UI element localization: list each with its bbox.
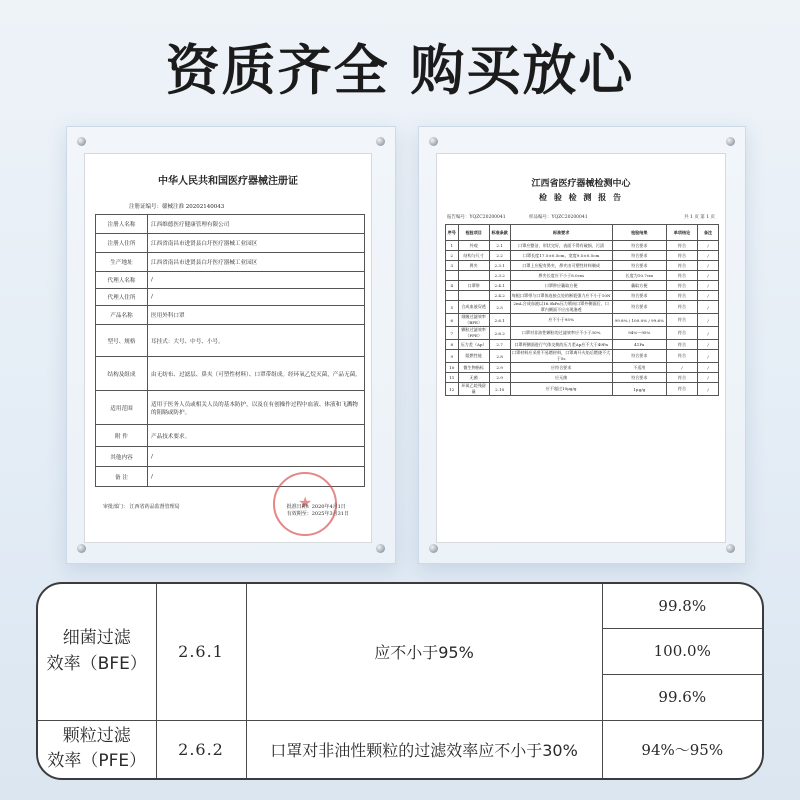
table-row: 结构及组成 由无纺布、过滤层、鼻夹（可塑性材料）、口罩带组成。经环氧乙烷灭菌，产品无菌。 [96,357,365,391]
page-count: 共 1 页 第 1 页 [684,215,715,220]
report-cell-item [458,291,489,301]
report-paper [436,153,726,543]
report-title: 江西省医疗器械检测中心 [531,179,631,189]
table-row [446,350,719,363]
report-cell-concl: 符合 [666,383,697,396]
report-cell-item: 无菌 [458,373,489,383]
table-row: 生产地址 江西省南昌市进贤县白圩医疗器械工业园区 [96,253,365,272]
report-cell-item: 细菌过滤效率（BFE） [458,314,489,327]
report-cell-req: 口罩对非油性颗粒的过滤效率应不小于30% [510,327,612,340]
report-cell-req: 每根口罩带与口罩体连接点处的断裂强力应不小于10N [510,291,612,301]
table-row: 产品名称 医用外科口罩 [96,306,365,325]
table-row: 备 注 / [96,467,365,487]
bfe-value-2: 100.0% [602,629,762,675]
report-cell-note: / [698,363,719,373]
report-cell-note: / [698,271,719,281]
table-row: 注册人住所 江西省南昌市进贤县白圩医疗器械工业园区 [96,234,365,253]
report-cell-note: / [698,350,719,363]
report-cell-no [446,291,459,301]
report-cell-item: 结构与尺寸 [458,251,489,261]
table-row: 其他内容 / [96,447,365,467]
report-cell-concl: 符合 [666,271,697,281]
report-cell-req: 应不超过10μg/g [510,383,612,396]
report-cell-no: 12 [446,383,459,396]
bfe-item-name: 细菌过滤 效率（BFE） [38,584,156,720]
report-cell-req: 口罩两侧面进行气体交换的压力差Δp应不大于49Pa [510,340,612,350]
report-cell-clause: 2.1 [489,241,510,251]
report-cell-clause: 2.7 [489,340,510,350]
report-cell-concl: 符合 [666,327,697,340]
certificate-paper [84,153,372,543]
bfe-requirement: 应不小于95% [246,584,602,720]
certificate-footer [103,503,361,517]
table-row [446,363,719,373]
table-row: 代理人住所 / [96,289,365,306]
screw-icon [376,137,385,146]
report-cell-note: / [698,281,719,291]
report-cell-item: 压力差（Δp） [458,340,489,350]
table-row: 适用范围 适用于医务人员或相关人员的基本防护，以及在有创操作过程中血液、体液和飞溅物的阻隔或防护。 [96,391,365,425]
pfe-requirement: 口罩对非油性颗粒的过滤效率应不小于30% [246,720,602,778]
screw-icon [726,137,735,146]
table-row [38,720,762,778]
screw-icon [376,544,385,553]
table-row: 代理人名称 / [96,272,365,289]
table-row [446,291,719,301]
report-cell-concl: 符合 [666,291,697,301]
report-cell-clause: 2.9 [489,373,510,383]
issuer-text: 审批部门： 江西省药品监督管理局 [103,504,180,510]
report-cell-no [446,271,459,281]
report-cell-item: 外观 [458,241,489,251]
report-cell-item: 颗粒过滤效率（PFE） [458,327,489,340]
report-cell-clause: 2.10 [489,383,510,396]
approval-date: 批准日期：2020年4月1日 [286,504,346,510]
screw-icon [726,544,735,553]
report-cell-no: 3 [446,261,459,271]
report-cell-no: 1 [446,241,459,251]
table-row: 附 件 产品技术要求。 [96,425,365,447]
report-cell-no: 10 [446,363,459,373]
report-cell-result: 长度为10.7cm [612,271,666,281]
screw-icon [429,137,438,146]
screw-icon [77,544,86,553]
report-cell-item: 口罩带 [458,281,489,291]
report-cell-note: / [698,340,719,350]
report-cell-clause: 2.8 [489,350,510,363]
report-cell-no: 2 [446,251,459,261]
report-cell-req: 应不小于95% [510,314,612,327]
sample-number: 样品编号：YQZC20200041 [529,215,588,220]
report-cell-result: 1μg/g [612,383,666,396]
report-cell-no: 9 [446,350,459,363]
report-cell-note: / [698,291,719,301]
report-frame [418,126,746,564]
report-cell-concl: 符合 [666,281,697,291]
pfe-item-name: 颗粒过滤 效率（PFE） [38,720,156,778]
report-cell-req: 口罩带应戴取方便 [510,281,612,291]
table-row [446,340,719,350]
report-cell-concl: / [666,363,697,373]
report-cell-concl: 符合 [666,340,697,350]
table-row [446,261,719,271]
table-row [446,327,719,340]
bfe-clause: 2.6.1 [156,584,246,720]
report-cell-concl: 符合 [666,251,697,261]
report-cell-note: / [698,383,719,396]
report-cell-req: 口罩材料应采用不易燃材料，口罩离开火焰后燃烧不大于5s [512,350,611,361]
report-cell-concl: 符合 [666,301,697,314]
report-cell-result: 符合要求 [612,350,666,363]
report-cell-concl: 符合 [666,314,697,327]
report-cell-no: 4 [446,281,459,291]
report-cell-clause: 2.4.1 [489,281,510,291]
report-number: 报告编号：YQZC20200041 [447,215,506,220]
report-cell-result: 符合要求 [612,261,666,271]
report-cell-item: 微生物指标 [458,363,489,373]
screw-icon [429,544,438,553]
table-row [446,281,719,291]
report-cell-no: 11 [446,373,459,383]
report-cell-no: 8 [446,340,459,350]
report-cell-no: 5 [446,301,459,314]
report-cell-clause: 2.6.2 [489,327,510,340]
report-cell-note: / [698,241,719,251]
certificate-title: 中华人民共和国医疗器械注册证 [158,176,298,187]
table-row: 型号、规格 耳挂式：大号、中号、小号。 [96,325,365,357]
certificate-frame [66,126,396,564]
report-cell-no: 7 [446,327,459,340]
table-row: 注册人名称 江西维德医疗健康管理有限公司 [96,215,365,234]
table-row [446,241,719,251]
certificate-number: 注册证编号：赣械注准 20202140043 [129,204,225,210]
report-cell-note: / [698,327,719,340]
report-cell-req: 2mL合成血液以16.0kPa压力喷向口罩外侧面后，口罩内侧面不应出现渗透 [510,301,612,314]
report-cell-no: 6 [446,314,459,327]
report-cell-note: / [698,301,719,314]
report-cell-result: 戴取方便 [612,281,666,291]
table-row [446,373,719,383]
report-cell-concl: 符合 [666,373,697,383]
report-cell-clause: 2.9 [489,363,510,373]
headline: 资质齐全 购买放心 [165,39,635,102]
bfe-value-3: 99.6% [602,674,762,720]
report-cell-item [458,271,489,281]
report-cell-req: 鼻夹长度应不小于8.0cm [510,271,612,281]
report-cell-item: 鼻夹 [458,261,489,271]
report-cell-concl: 符合 [666,261,697,271]
report-cell-req: 口罩长度17.5±0.5cm，宽度9.5±0.5cm [510,251,612,261]
table-row [38,584,762,629]
report-cell-req: 口罩应整洁、形状完好，表面不得有破损、污渍 [510,241,612,251]
report-cell-clause: 2.3.1 [489,261,510,271]
table-row [446,251,719,261]
report-cell-result: 符合要求 [612,301,666,314]
report-cell-item: 环氧乙烷残留量 [458,383,489,396]
table-row [446,271,719,281]
table-header-row: 序号 检验项目 标准条款 标准要求 检验结果 单项结论 备注 [446,225,719,241]
report-cell-result: 不适用 [612,363,666,373]
report-cell-result: 符合要求 [612,241,666,251]
report-cell-note: / [698,251,719,261]
bfe-value-1: 99.8% [602,584,762,629]
report-cell-result: 符合要求 [612,291,666,301]
report-cell-req: 应符合要求 [510,363,612,373]
report-cell-item: 合成血液穿透 [458,301,489,314]
report-cell-req: 口罩上应配有鼻夹，鼻夹由可塑性材料制成 [510,261,612,271]
report-cell-result: 94%～95% [612,327,666,340]
report-cell-item: 阻燃性能 [458,350,489,363]
report-subtitle: 检 验 检 测 报 告 [539,192,623,202]
table-row [446,301,719,314]
report-cell-clause: 2.2 [489,251,510,261]
report-cell-note: / [698,373,719,383]
report-cell-result: 符合要求 [612,251,666,261]
pfe-value: 94%～95% [602,720,762,778]
certificate-table [95,214,365,487]
dates-block [287,503,349,517]
valid-until: 有效期至：2025年3月31日 [286,511,349,517]
report-table [445,224,719,396]
zoom-table [38,584,762,778]
report-cell-result: 符合要求 [612,373,666,383]
report-cell-clause: 2.3.2 [489,271,510,281]
table-row [446,383,719,396]
report-cell-clause: 2.4.2 [489,291,510,301]
table-row [446,314,719,327]
report-cell-clause: 2.6.1 [489,314,510,327]
report-cell-note: / [698,314,719,327]
report-cell-note: / [698,261,719,271]
report-cell-result: 41Pa [612,340,666,350]
report-cell-clause: 2.5 [489,301,510,314]
report-cell-concl: 符合 [666,241,697,251]
screw-icon [77,137,86,146]
zoom-panel [36,582,764,780]
report-cell-concl: 符合 [666,350,697,363]
pfe-clause: 2.6.2 [156,720,246,778]
report-cell-req: 应无菌 [510,373,612,383]
report-cell-result: 99.8% / 100.0% / 99.6% [612,314,666,327]
